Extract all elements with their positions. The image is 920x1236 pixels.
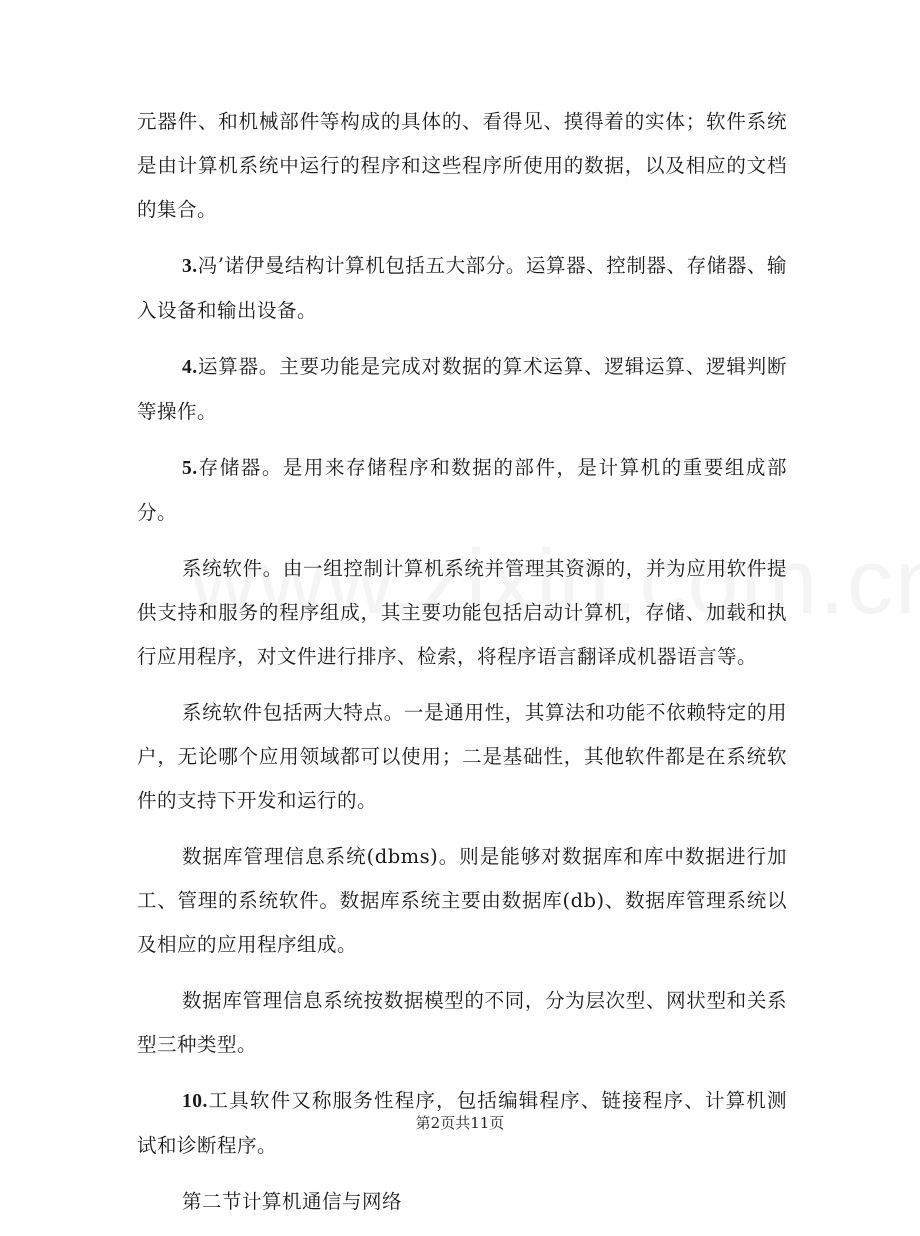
paragraph-text: 数据库管理信息系统(dbms)。则是能够对数据库和库中数据进行加工、管理的系统软件。数据库系统主要由数据库(db)、数据库管理系统以及相应的应用程序组成。 (137, 845, 787, 956)
paragraph-text: 运算器。主要功能是完成对数据的算术运算、逻辑运算、逻辑判断等操作。 (137, 355, 787, 423)
paragraph-text: 冯’诺伊曼结构计算机包括五大部分。运算器、控制器、存储器、输入设备和输出设备。 (137, 254, 787, 322)
paragraph-text: 系统软件。由一组控制计算机系统并管理其资源的，并为应用软件提供支持和服务的程序组成，其主要功能包括启动计算机，存储、加载和执行应用程序，对文件进行排序、检索，将程序语言翻译成机器语言等。 (137, 557, 787, 668)
paragraph-text: 第二节计算机通信与网络 (182, 1190, 403, 1213)
paragraph-text: 存储器。是用来存储程序和数据的部件，是计算机的重要组成部分。 (137, 456, 787, 524)
item-number: 3. (182, 256, 198, 277)
body-text (137, 100, 787, 1236)
paragraph-system-software-features (137, 691, 787, 823)
paragraph-system-software (137, 547, 787, 679)
paragraph-text: 元器件、和机械部件等构成的具体的、看得见、摸得着的实体；软件系统是由计算机系统中运行的程序和这些程序所使用的数据，以及相应的文档的集合。 (137, 110, 787, 221)
page-number-footer: 第2页共11页 (415, 1114, 505, 1132)
paragraph-item-3 (137, 244, 787, 333)
paragraph-text: 数据库管理信息系统按数据模型的不同，分为层次型、网状型和关系型三种类型。 (137, 989, 787, 1056)
paragraph-continuation (137, 100, 787, 232)
paragraph-text: 系统软件包括两大特点。一是通用性，其算法和功能不依赖特定的用户，无论哪个应用领域都可以使用；二是基础性，其他软件都是在系统软件的支持下开发和运行的。 (137, 701, 787, 812)
paragraph-item-4 (137, 345, 787, 434)
item-number: 5. (182, 458, 198, 479)
item-number: 10. (182, 1091, 208, 1112)
paragraph-dbms-types (137, 979, 787, 1067)
paragraph-text: 工具软件又称服务性程序，包括编辑程序、链接程序、计算机测试和诊断程序。 (137, 1089, 787, 1157)
paragraph-item-5 (137, 446, 787, 535)
section-heading (137, 1180, 787, 1224)
item-number: 4. (182, 357, 198, 378)
paragraph-dbms (137, 835, 787, 967)
